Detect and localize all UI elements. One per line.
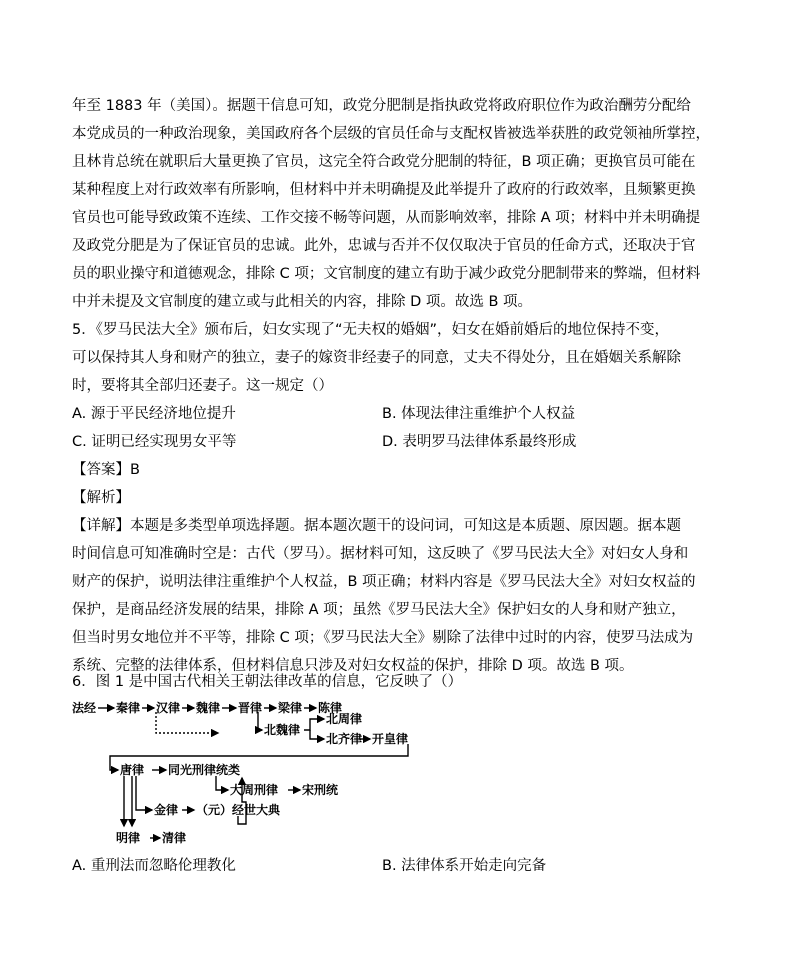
node-beizhoulv: 北周律 [326, 712, 363, 726]
node-fajing: 法经 [72, 701, 97, 715]
node-weilv: 魏律 [196, 701, 221, 715]
text-line: 年至 1883 年（美国）。据题干信息可知，政党分肥制是指执政党将政府职位作为政治酬劳分配给 [72, 98, 691, 114]
node-kaihuanglv: 开皇律 [372, 732, 409, 746]
q6-option-a: A. 重刑法而忽略伦理教化 [72, 858, 236, 874]
question-5-stem: 可以保持其人身和财产的独立，妻子的嫁资非经妻子的同意，丈夫不得处分，且在婚姻关系解除 [72, 350, 681, 366]
option-c: C. 证明已经实现男女平等 [72, 434, 237, 450]
node-beiqilv: 北齐律 [326, 732, 363, 746]
option-b: B. 体现法律注重维护个人权益 [382, 406, 576, 422]
node-qinglv: 清律 [162, 831, 187, 845]
law-evolution-diagram [70, 698, 430, 848]
text-line: 官员也可能导致政策不连续、工作交接不畅等问题，从而影响效率，排除 A 项；材料中并未明确提 [72, 210, 701, 226]
node-dazhou: 大周刑律 [230, 783, 279, 797]
text-line: 某种程度上对行政效率有所影响，但材料中并未明确提及此举提升了政府的行政效率，且频繁更换 [72, 182, 696, 198]
detail-line: 【详解】本题是多类型单项选择题。据本题次题干的设问词，可知这是本质题、原因题。据本题 [72, 518, 681, 534]
node-tanglv: 唐律 [120, 763, 145, 777]
text-line: 及政党分肥是为了保证官员的忠诚。此外，忠诚与否并不仅仅取决于官员的任命方式，还取决于官 [72, 238, 696, 254]
node-jingshi: （元）经世大典 [196, 803, 281, 817]
text-line: 本党成员的一种政治现象，美国政府各个层级的官员任命与支配权皆被选举获胜的政党领袖所掌控， [72, 126, 710, 142]
node-songxingtong: 宋刑统 [302, 783, 339, 797]
text-line: 且林肯总统在就职后大量更换了官员，这完全符合政党分肥制的特征，B 项正确；更换官员可能在 [72, 154, 696, 170]
node-hanlv: 汉律 [156, 701, 181, 715]
option-a: A. 源于平民经济地位提升 [72, 406, 236, 422]
node-jinlv-jin: 金律 [154, 803, 179, 817]
node-minglv: 明律 [116, 831, 141, 845]
node-jinlv: 晋律 [238, 701, 263, 715]
detail-line: 时间信息可知准确时空是：古代（罗马）。据材料可知，这反映了《罗马民法大全》对妇女人身和 [72, 546, 689, 562]
answer-label: 【答案】B [72, 462, 140, 478]
question-6-stem: 6．图 1 是中国古代相关王朝法律改革的信息，它反映了（） [72, 674, 463, 690]
detail-line: 但当时男女地位并不平等，排除 C 项；《罗马民法大全》剔除了法律中过时的内容，使罗马法成为 [72, 630, 694, 646]
question-5-stem: 5．《罗马民法大全》颁布后，妇女实现了“无夫权的婚姻”，妇女在婚前婚后的地位保持不变， [72, 322, 669, 338]
detail-line: 系统、完整的法律体系，但材料信息只涉及对妇女权益的保护，排除 D 项。故选 B 项。 [72, 658, 634, 674]
node-lianglv: 梁律 [278, 701, 303, 715]
node-beiweilv: 北魏律 [264, 723, 301, 737]
detail-line: 财产的保护，说明法律注重维护个人权益，B 项正确；材料内容是《罗马民法大全》对妇女权益的 [72, 574, 696, 590]
q6-option-b: B. 法律体系开始走向完备 [382, 858, 547, 874]
question-5-stem: 时，要将其全部归还妻子。这一规定（） [72, 378, 333, 394]
node-chenlv: 陈律 [318, 701, 343, 715]
node-tongguang: 同光刑律统类 [168, 763, 241, 777]
analysis-label: 【解析】 [72, 490, 130, 506]
text-line: 员的职业操守和道德观念，排除 C 项；文官制度的建立有助于减少政党分肥制带来的弊端，但材料 [72, 266, 701, 282]
text-line: 中并未提及文官制度的建立或与此相关的内容，排除 D 项。故选 B 项。 [72, 294, 533, 310]
option-d: D. 表明罗马法律体系最终形成 [382, 434, 577, 450]
node-qinlv: 秦律 [116, 701, 141, 715]
detail-line: 保护，是商品经济发展的结果，排除 A 项；虽然《罗马民法大全》保护妇女的人身和财产独立， [72, 602, 686, 618]
